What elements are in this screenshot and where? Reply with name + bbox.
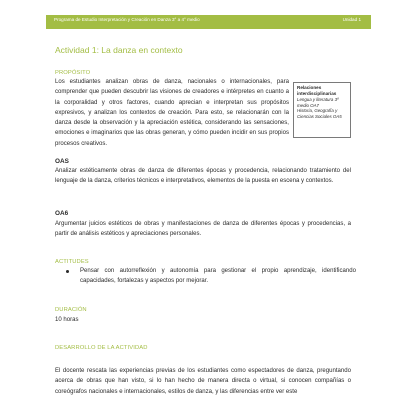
unit-label: Unidad 1 [342, 17, 361, 22]
page-header [0, 0, 400, 38]
oas-text: Analizar estéticamente obras de danza de diferentes épocas y procedencia, relacionando tratamiento del lenguaje de la danza, criterios técnicos e interpretativos, elementos de la puesta en escena y contextos. [55, 168, 351, 185]
oas-heading: OAS [55, 158, 69, 165]
program-title: Programa de Estudio Interpretación y Creación en Danza 3° a 4° medio [54, 17, 200, 22]
header-band [46, 15, 371, 29]
duration-label: DURACIÓN [55, 307, 87, 313]
sidebox-title: Relaciones interdisciplinarias [297, 85, 337, 96]
bullet-icon [66, 270, 69, 273]
oa6-text: Argumentar juicios estéticos de obras y manifestaciones de danza de diferentes épocas y procedencias, a partir de análisis estéticos y apreciaciones personales. [55, 221, 351, 238]
duration-value: 10 horas [55, 317, 79, 323]
oa6-heading: OA6 [55, 210, 69, 217]
sidebox-item: Lengua y literatura 3º medio OA7 [297, 97, 339, 108]
activity-title: Actividad 1: La danza en contexto [55, 45, 183, 55]
attitudes-label: ACTITUDES [55, 259, 89, 265]
sidebox-item: Historia, Geografía y Ciencias Sociales OA5 [297, 108, 342, 119]
purpose-text: Los estudiantes analizan obras de danza, nacionales o internacionales, para comprender que pueden descubrir las visiones de creadores e intérpretes en cuanto a la corporalidad y otros factores, cuando aprecian e interpretan sus propósitos expresivos, y analizan los contextos de creación. Para esto, se relacionarán con la danza desde la observación y la apreciación estética, considerando las sensaciones, emociones e imaginarios que las obras generan, y cómo pueden incidir en sus propios procesos creativos. [55, 79, 289, 147]
development-label: DESARROLLO DE LA ACTIVIDAD [55, 345, 148, 351]
interdisciplinary-box [293, 82, 351, 138]
purpose-label: PROPÓSITO [55, 70, 91, 76]
attitude-text: Pensar con autorreflexión y autonomía para gestionar el propio aprendizaje, identificando capacidades, fortalezas y aspectos por mejorar. [80, 268, 356, 285]
development-text: El docente rescata las experiencias previas de los estudiantes como espectadores de danza, preguntando acerca de obras que han visto, si lo han hecho de manera directa o virtual, si conocen compañías o coreógrafos nacionales e internacionales, estilos de danza, y las diferencias entre ver este [55, 368, 351, 395]
